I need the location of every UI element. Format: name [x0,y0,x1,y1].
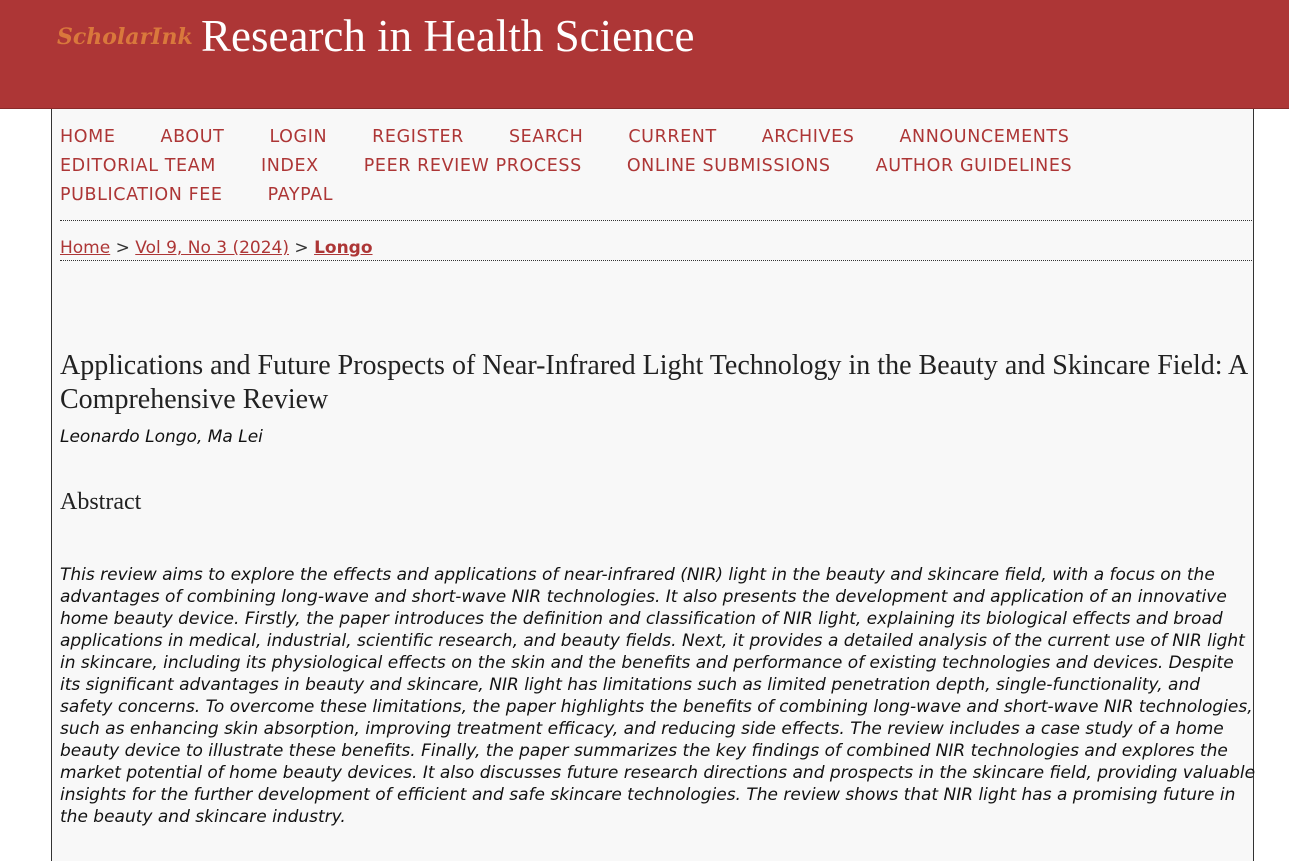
nav-archives[interactable]: ARCHIVES [761,127,855,147]
nav-row [60,127,1246,156]
nav-register[interactable]: REGISTER [372,127,464,147]
nav-row [60,185,1246,214]
article-authors: Leonardo Longo, Ma Lei [60,427,263,447]
nav-author-guidelines[interactable]: AUTHOR GUIDELINES [875,156,1073,176]
main-navigation [60,127,1246,214]
nav-index[interactable]: INDEX [260,156,319,176]
nav-current[interactable]: CURRENT [628,127,717,147]
journal-title[interactable]: Research in Health Science [201,11,695,61]
breadcrumb-separator: > [294,238,315,258]
nav-row [60,156,1246,185]
nav-paypal[interactable]: PAYPAL [267,185,334,205]
breadcrumb-current[interactable]: Longo [314,238,373,258]
breadcrumb-home-link[interactable]: Home [60,238,111,258]
abstract-text: This review aims to explore the effects and applications of near-infrared (NIR) light in the beauty and skincare field, with a focus on the advantages of combining long-wave and short-wave NIR technologies. It also presents the development and application of an innovative home beauty device. Firstly, the paper introduces the definition and classification of NIR light, explaining its biological effects and broad applications in medical, industrial, scientific research, and beauty fields. Next, it provides a detailed analysis of the current use of NIR light in skincare, including its physiological effects on the skin and the benefits and performance of existing technologies and devices. Despite its significant advantages in beauty and skincare, NIR light has limitations such as limited penetration depth, single-functionality, and safety concerns. To overcome these limitations, the paper highlights the benefits of combining long-wave and short-wave NIR technologies, such as enhancing skin absorption, improving treatment efficacy, and reducing side effects. The review includes a case study of a home beauty device to illustrate these benefits. Finally, the paper summarizes the key findings of combined NIR technologies and explores the market potential of home beauty devices. It also discusses future research directions and prospects in the skincare field, providing valuable insights for the further development of efficient and safe skincare technologies. The review shows that NIR light has a promising future in the beauty and skincare industry. [60,565,1256,827]
nav-login[interactable]: LOGIN [269,127,328,147]
nav-announcements[interactable]: ANNOUNCEMENTS [899,127,1070,147]
breadcrumb-separator: > [115,238,136,258]
nav-search[interactable]: SEARCH [508,127,584,147]
nav-peer-review-process[interactable]: PEER REVIEW PROCESS [363,156,582,176]
nav-online-submissions[interactable]: ONLINE SUBMISSIONS [626,156,831,176]
article-title: Applications and Future Prospects of Near-Infrared Light Technology in the Beauty and Skincare Field: A Comprehensive Review [60,350,1247,415]
nav-about[interactable]: ABOUT [160,127,225,147]
abstract-heading: Abstract [60,489,142,515]
nav-home[interactable]: HOME [60,127,116,147]
nav-publication-fee[interactable]: PUBLICATION FEE [60,185,223,205]
site-header [0,0,1289,109]
breadcrumb-divider [60,260,1254,261]
breadcrumb-issue-link[interactable]: Vol 9, No 3 (2024) [135,238,289,258]
publisher-logo[interactable]: ScholarInk [57,24,193,50]
breadcrumb [60,238,373,258]
nav-editorial-team[interactable]: EDITORIAL TEAM [60,156,216,176]
main-content [51,109,1254,861]
nav-divider [60,220,1254,221]
